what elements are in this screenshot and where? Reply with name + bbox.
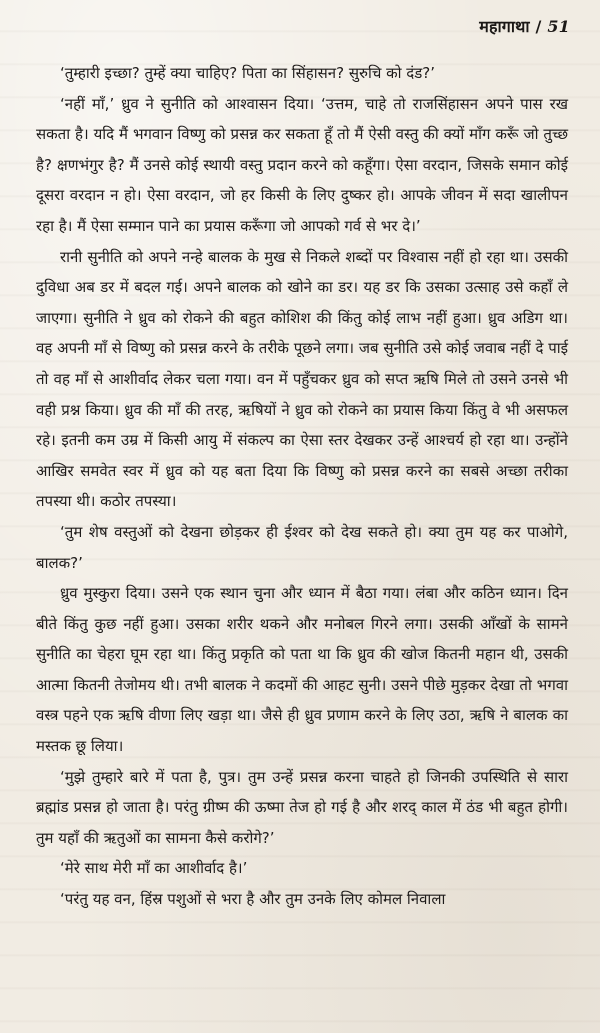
paragraph-8: ‘परंतु यह वन, हिंस्र पशुओं से भरा है और तुम उनके लिए कोमल निवाला <box>60 890 446 909</box>
paragraph-4: ‘तुम शेष वस्तुओं को देखना छोड़कर ही ईश्वर को देख सकते हो। क्या तुम यह कर पाओगे, बालक?’ <box>36 522 568 572</box>
page-number: 51 <box>547 17 570 36</box>
paragraph-7: ‘मेरे साथ मेरी माँ का आशीर्वाद है।’ <box>60 859 248 878</box>
paragraph-3: रानी सुनीति को अपने नन्हे बालक के मुख से निकले शब्दों पर विश्वास नहीं हो रहा था। उसकी दुविधा अब डर में बदल गई। अपने बालक को खोने का डर। यह डर कि उसका उत्साह उसे कहाँ ले जाएगा। सुनीति ने ध्रुव को रोकने की बहुत कोशिश की किंतु कोई लाभ नहीं हुआ। ध्रुव अडिग था। वह अपनी माँ से विष्णु को प्रसन्न करने के तरीके पूछने लगा। जब सुनीति उसे कोई जवाब नहीं दे पाई तो वह माँ से आशीर्वाद लेकर चला गया। वन में पहुँचकर ध्रुव को सप्त ऋषि मिले तो उसने उनसे भी वही प्रश्न किया। ध्रुव की माँ की तरह, ऋषियों ने ध्रुव को रोकने का प्रयास किया किंतु वे भी असफल रहे। इतनी कम उम्र में किसी आयु में संकल्प का ऐसा स्तर देखकर उन्हें आश्चर्य हो रहा था। उन्होंने आखिर समवेत स्वर में ध्रुव को यह बता दिया कि विष्णु को प्रसन्न करने का सबसे अच्छा तरीका तपस्या थी। कठोर तपस्या। <box>36 247 568 511</box>
header-separator: / <box>529 17 548 36</box>
paragraph-1: ‘तुम्हारी इच्छा? तुम्हें क्या चाहिए? पिता का सिंहासन? सुरुचि को दंड?’ <box>60 64 436 82</box>
paragraph-5: ध्रुव मुस्कुरा दिया। उसने एक स्थान चुना और ध्यान में बैठा गया। लंबा और कठिन ध्यान। दिन बीते किंतु कुछ नहीं हुआ। उसका शरीर थकने और मनोबल गिरने लगा। उसकी आँखों के सामने सुनीति का चेहरा घूम रहा था। किंतु प्रकृति को पता था कि ध्रुव की खोज कितनी महान थी, उसकी आत्मा कितनी तेजोमय थी। तभी बालक ने कदमों की आहट सुनी। उसने पीछे मुड़कर देखा तो भगवा वस्त्र पहने एक ऋषि वीणा लिए खड़ा था। जैसे ही ध्रुव प्रणाम करने के लिए उठा, ऋषि ने बालक का मस्तक छू लिया। <box>36 584 568 756</box>
book-title: महागाथा <box>479 17 530 36</box>
running-header <box>479 15 570 37</box>
paragraph-6: ‘मुझे तुम्हारे बारे में पता है, पुत्र। तुम उन्हें प्रसन्न करना चाहते हो जिनकी उपस्थिति से सारा ब्रह्मांड प्रसन्न हो जाता है। परंतु ग्रीष्म की ऊष्मा तेज हो गई है और शरद् काल में ठंड भी बहुत होगी। तुम यहाँ की ऋतुओं का सामना कैसे करोगे?’ <box>36 767 568 847</box>
body-text <box>36 58 568 915</box>
paragraph-2: ‘नहीं माँ,’ ध्रुव ने सुनीति को आश्वासन दिया। ‘उत्तम, चाहे तो राजसिंहासन अपने पास रख सकता है। यदि मैं भगवान विष्णु को प्रसन्न कर सकता हूँ तो मैं ऐसी वस्तु की क्यों माँग करूँ जो तुच्छ है? क्षणभंगुर है? मैं उनसे कोई स्थायी वस्तु प्रदान करने को कहूँगा। ऐसा वरदान, जिसके समान कोई दूसरा वरदान न हो। ऐसा वरदान, जो हर किसी के लिए दुष्कर हो। आपके जीवन में सदा खालीपन रहा है। मैं ऐसा सम्मान पाने का प्रयास करूँगा जो आपको गर्व से भर दे।’ <box>36 94 568 235</box>
